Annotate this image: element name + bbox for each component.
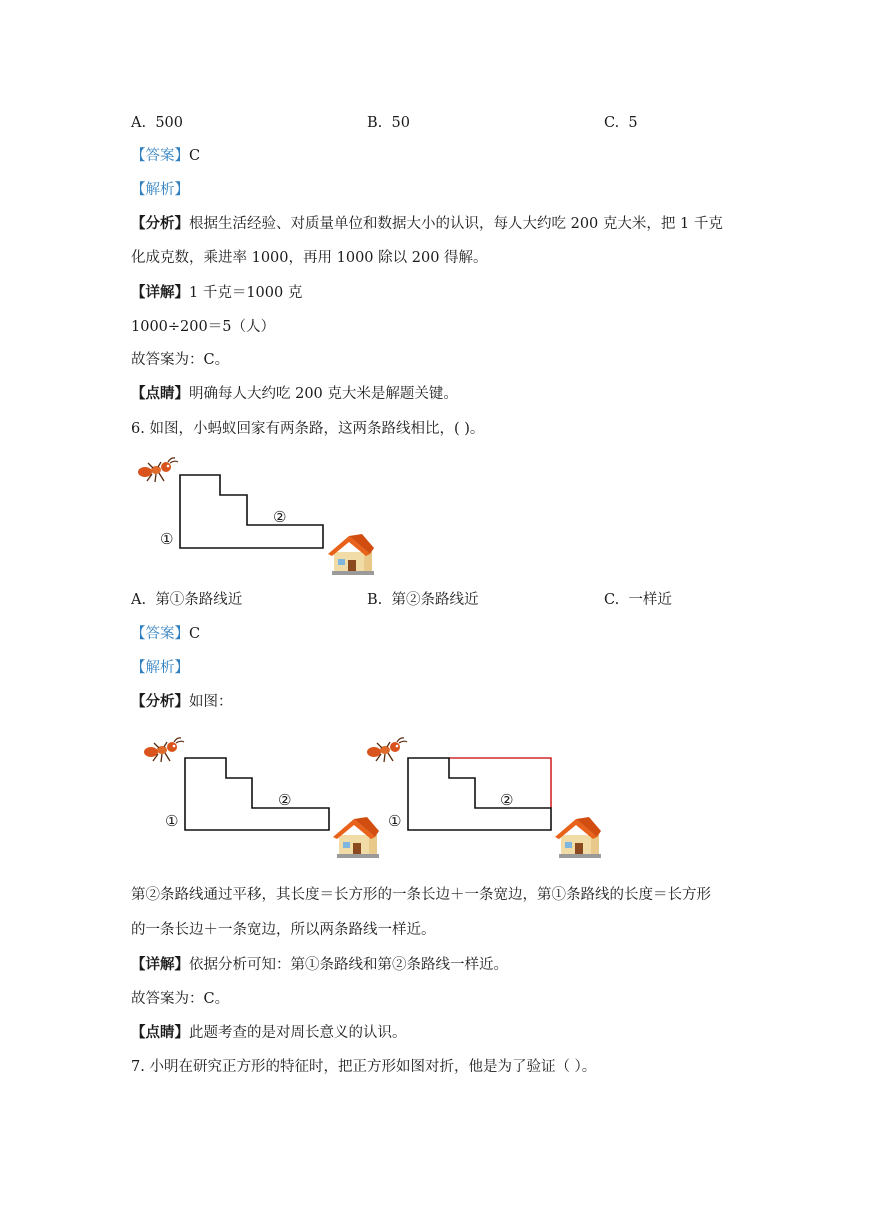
route-outline (185, 758, 329, 830)
q5-analysis-tag: 【解析】 (131, 182, 189, 198)
q6-analysis-tag: 【解析】 (131, 660, 189, 676)
q5-fenxi-line2: 化成克数，乘进率 1000，再用 1000 除以 200 得解。 (131, 250, 488, 266)
route1-label: ① (165, 812, 179, 830)
q6-option-b: B. 第②条路线近 (367, 592, 479, 608)
q5-answer: 【答案】C (131, 148, 201, 164)
route-outline (180, 475, 323, 548)
route1-label: ① (160, 530, 174, 548)
q7-question: 7. 小明在研究正方形的特征时，把正方形如图对折，他是为了验证（ ）。 (131, 1059, 597, 1075)
route2-label: ② (273, 508, 287, 526)
q6-conclusion: 故答案为：C。 (131, 991, 230, 1007)
route2-label: ② (278, 791, 292, 809)
q5-xiangjie-line2: 1000÷200＝5（人） (131, 319, 275, 335)
ant-icon (138, 458, 178, 482)
route2-label: ② (500, 791, 514, 809)
house-icon (555, 817, 601, 858)
ant-icon (144, 738, 184, 762)
q5-option-a: A. 500 (131, 115, 183, 131)
house-icon (333, 817, 379, 858)
q6-option-c: C. 一样近 (604, 592, 672, 608)
q5-fenxi-line1: 【分析】根据生活经验、对质量单位和数据大小的认识，每人大约吃 200 克大米，把 1 千克 (131, 215, 723, 232)
ant-icon (367, 738, 407, 762)
house-icon (328, 534, 374, 575)
q5-conclusion: 故答案为：C。 (131, 352, 230, 368)
q6-question: 6. 如图，小蚂蚁回家有两条路，这两条路线相比，( )。 (131, 421, 485, 437)
q6-fenxi: 【分析】如图： (131, 693, 233, 710)
q5-option-b: B. 50 (367, 115, 410, 131)
q6-explain-line2: 的一条长边＋一条宽边，所以两条路线一样近。 (131, 922, 436, 938)
route-outline (408, 758, 551, 830)
q6-dianjing: 【点睛】此题考查的是对周长意义的认识。 (131, 1024, 407, 1041)
q6-option-a: A. 第①条路线近 (131, 592, 243, 608)
q5-dianjing: 【点睛】明确每人大约吃 200 克大米是解题关键。 (131, 385, 458, 402)
q6-answer: 【答案】C (131, 626, 201, 642)
q5-option-c: C. 5 (604, 115, 638, 131)
q5-xiangjie-line1: 【详解】1 千克＝1000 克 (131, 284, 303, 301)
q6-explain-line1: 第②条路线通过平移，其长度＝长方形的一条长边＋一条宽边，第①条路线的长度＝长方形 (131, 887, 711, 903)
q6-xiangjie: 【详解】依据分析可知：第①条路线和第②条路线一样近。 (131, 956, 508, 973)
route1-label: ① (388, 812, 402, 830)
